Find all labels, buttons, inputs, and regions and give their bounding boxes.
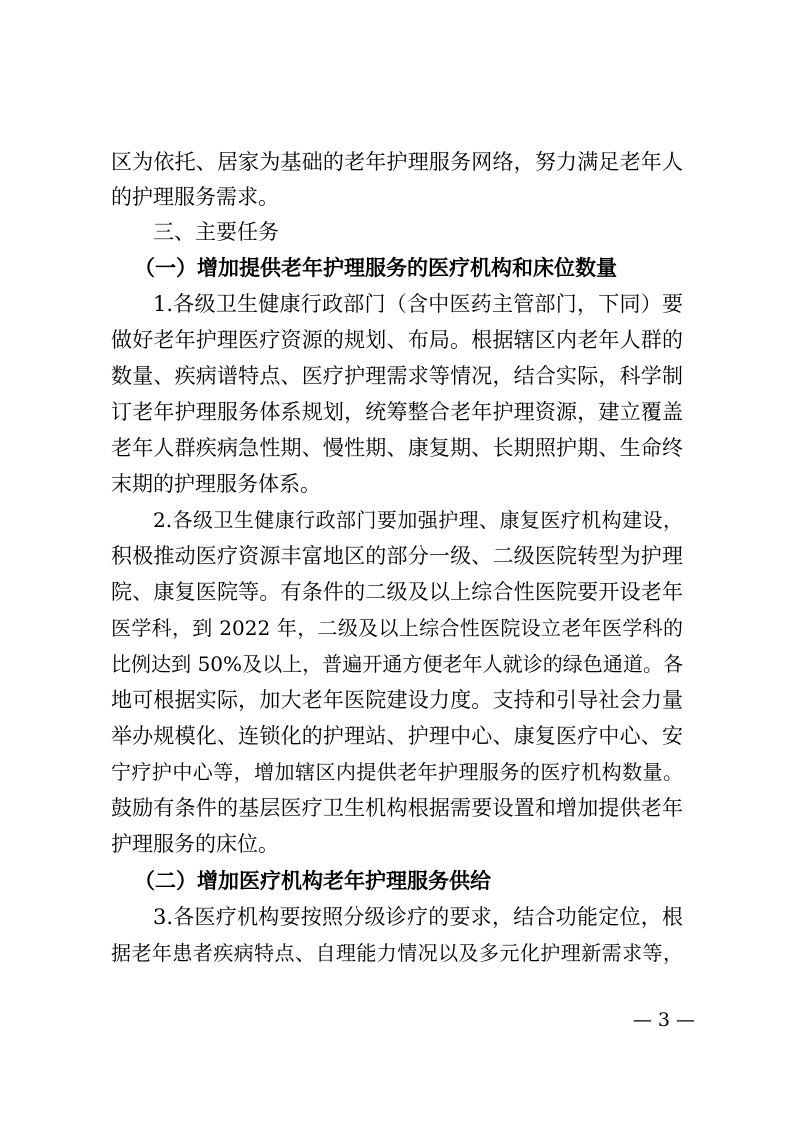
section-heading: 三、主要任务 <box>153 220 279 244</box>
body-text-line: 做好老年护理医疗资源的规划、布局。根据辖区内老年人群的 <box>111 328 683 352</box>
body-text-line: 区为依托、居家为基础的老年护理服务网络，努力满足老年人 <box>111 150 683 174</box>
body-text-line: 比例达到 50%及以上，普遍开通方便老年人就诊的绿色通道。各 <box>111 652 683 676</box>
paragraph-first-line: 3.各医疗机构要按照分级诊疗的要求，结合功能定位，根 <box>153 905 683 929</box>
body-text-line: 举办规模化、连锁化的护理站、护理中心、康复医疗中心、安 <box>111 724 683 748</box>
subsection-heading: （二）增加医疗机构老年护理服务供给 <box>134 868 491 893</box>
paragraph-first-line: 1.各级卫生健康行政部门（含中医药主管部门，下同）要 <box>153 292 683 316</box>
body-text-line: 数量、疾病谱特点、医疗护理需求等情况，结合实际，科学制 <box>111 364 683 388</box>
body-text-line: 积极推动医疗资源丰富地区的部分一级、二级医院转型为护理 <box>111 544 683 568</box>
page-number: — 3 — <box>632 1009 695 1031</box>
body-text-line: 医学科，到 2022 年，二级及以上综合性医院设立老年医学科的 <box>111 616 683 640</box>
body-text-line: 院、康复医院等。有条件的二级及以上综合性医院要开设老年 <box>111 580 683 604</box>
body-text-line: 据老年患者疾病特点、自理能力情况以及多元化护理新需求等， <box>111 941 683 965</box>
body-text-line: 护理服务的床位。 <box>111 832 279 856</box>
body-text-line: 地可根据实际，加大老年医院建设力度。支持和引导社会力量 <box>111 688 683 712</box>
paragraph-first-line: 2.各级卫生健康行政部门要加强护理、康复医疗机构建设， <box>153 508 683 532</box>
body-text-line: 鼓励有条件的基层医疗卫生机构根据需要设置和增加提供老年 <box>111 796 683 820</box>
body-text-line: 老年人群疾病急性期、慢性期、康复期、长期照护期、生命终 <box>111 436 683 460</box>
body-text-line: 的护理服务需求。 <box>111 185 279 209</box>
subsection-heading: （一）增加提供老年护理服务的医疗机构和床位数量 <box>134 255 617 280</box>
body-text-line: 末期的护理服务体系。 <box>111 472 321 496</box>
body-text-line: 订老年护理服务体系规划，统筹整合老年护理资源，建立覆盖 <box>111 400 683 424</box>
body-text-line: 宁疗护中心等，增加辖区内提供老年护理服务的医疗机构数量。 <box>111 760 683 784</box>
